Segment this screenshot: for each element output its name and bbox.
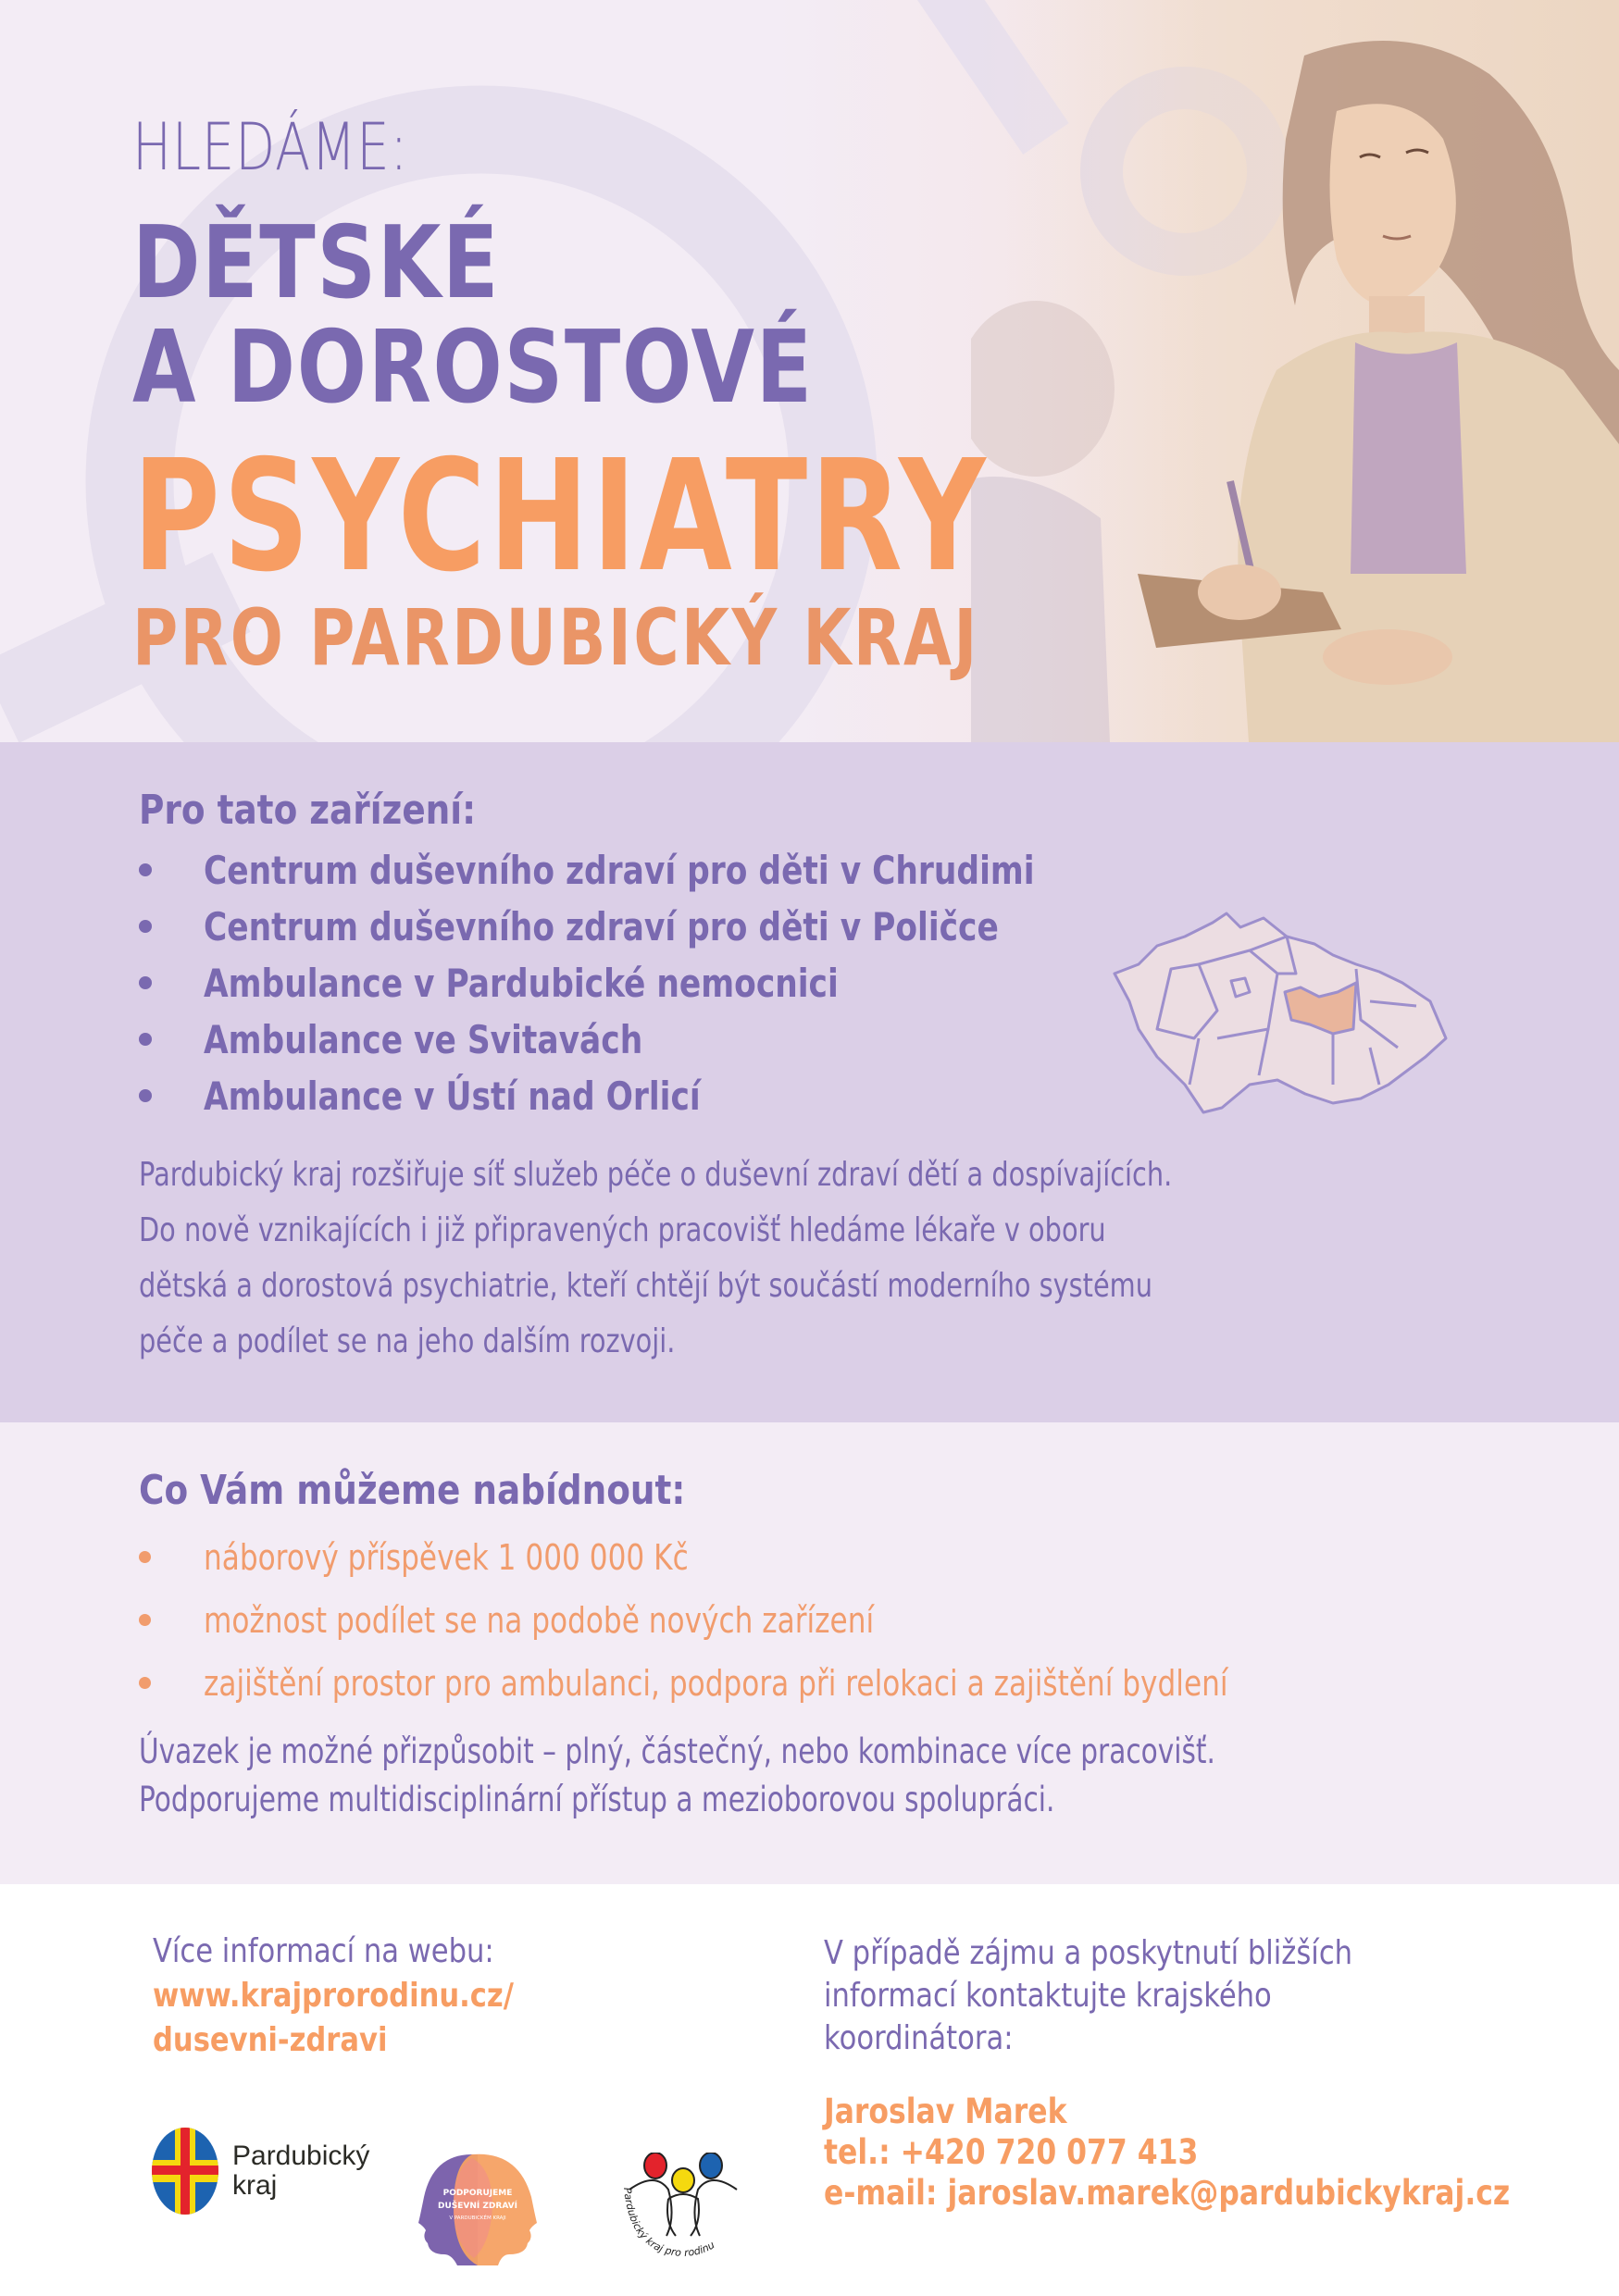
footer	[0, 1884, 1619, 2296]
pardubicky-kraj-logo-text	[232, 2141, 369, 2201]
list-item-text: Ambulance v Pardubické nemocnici	[204, 961, 839, 1006]
logo-text-line: kraj	[232, 2170, 278, 2201]
contact-name: Jaroslav Marek	[824, 2091, 1067, 2131]
list-item-text: možnost podílet se na podobě nových zařízení	[204, 1600, 875, 1641]
bullet-icon	[139, 976, 152, 989]
svg-text:Pardubický kraj pro rodinu: Pardubický kraj pro rodinu	[620, 2187, 717, 2260]
family-logo-icon	[611, 2153, 750, 2264]
web-link[interactable]: www.krajprorodinu.cz/	[153, 1977, 514, 2015]
contact-intro-line: informací kontaktujte krajského	[824, 1977, 1272, 2015]
paragraph-line: Úvazek je možné přizpůsobit – plný, částečný, nebo kombinace více pracovišť.	[139, 1731, 1215, 1771]
svg-text:DUŠEVNÍ ZDRAVÍ: DUŠEVNÍ ZDRAVÍ	[438, 2202, 517, 2211]
paragraph-line: péče a podílet se na jeho dalším rozvoji.	[139, 1322, 676, 1360]
contact-intro-line: V případě zájmu a poskytnutí bližších	[824, 1934, 1353, 1972]
logo-text-line: Pardubický	[232, 2141, 370, 2171]
offer-paragraph	[139, 1728, 1215, 1824]
list-item-text: zajištění prostor pro ambulanci, podpora při relokaci a zajištění bydlení	[204, 1663, 1228, 1704]
bullet-icon	[139, 863, 152, 876]
title-line-2: A DOROSTOVÉ	[132, 310, 814, 426]
paragraph-line: Do nově vznikajících i již připravených pracovišť hledáme lékaře v oboru	[139, 1211, 1106, 1249]
list-item-text: náborový příspěvek 1 000 000 Kč	[204, 1537, 689, 1578]
list-item-text: Ambulance v Ústí nad Orlicí	[204, 1074, 701, 1119]
hero-banner	[0, 0, 1619, 742]
paragraph-line: dětská a dorostová psychiatrie, kteří chtějí být součástí moderního systému	[139, 1267, 1152, 1305]
list-item-text: Ambulance ve Svitavách	[204, 1017, 643, 1062]
bullet-icon	[139, 1677, 151, 1689]
web-link-continued[interactable]: dusevni-zdravi	[153, 2021, 388, 2059]
bullet-icon	[139, 1551, 151, 1563]
svg-text:PODPORUJEME: PODPORUJEME	[442, 2189, 513, 2198]
facilities-heading: Pro tato zařízení:	[139, 787, 477, 834]
paragraph-line: Podporujeme multidisciplinární přístup a mezioborovou spolupráci.	[139, 1780, 1055, 1819]
bullet-icon	[139, 920, 152, 933]
contact-intro	[824, 1932, 1352, 2060]
bullet-icon	[139, 1614, 151, 1626]
paragraph-line: Pardubický kraj rozšiřuje síť služeb péče o duševní zdraví dětí a dospívajících.	[139, 1156, 1173, 1194]
contact-intro-line: koordinátora:	[824, 2019, 1014, 2057]
contact-phone[interactable]: tel.: +420 720 077 413	[824, 2132, 1199, 2172]
pardubicky-kraj-logo	[151, 2127, 369, 2215]
svg-text:V PARDUBICKÉM KRAJI: V PARDUBICKÉM KRAJI	[449, 2215, 506, 2221]
offer-heading: Co Vám můžeme nabídnout:	[139, 1467, 686, 1514]
pardubicky-kraj-emblem-icon	[151, 2127, 219, 2215]
kicker-text: HLEDÁME:	[132, 109, 409, 185]
title-line-1: DĚTSKÉ	[132, 205, 501, 321]
list-item-text: Centrum duševního zdraví pro děti v Poličce	[204, 904, 999, 949]
offer-section	[0, 1422, 1619, 1884]
mental-health-heads-logo-icon	[417, 2151, 539, 2265]
title-line-3: PSYCHIATRY	[132, 428, 989, 606]
czech-map-icon	[1102, 900, 1461, 1122]
facilities-paragraph	[139, 1148, 1172, 1370]
facilities-section	[0, 742, 1619, 1422]
psychiatrist-illustration	[971, 0, 1619, 742]
title-line-4: PRO PARDUBICKÝ KRAJ	[132, 592, 979, 683]
contact-email[interactable]: e-mail: jaroslav.marek@pardubickykraj.cz	[824, 2173, 1511, 2213]
list-item-text: Centrum duševního zdraví pro děti v Chrudimi	[204, 848, 1035, 893]
bullet-icon	[139, 1033, 152, 1046]
bullet-icon	[139, 1089, 152, 1102]
web-label: Více informací na webu:	[153, 1932, 494, 1970]
